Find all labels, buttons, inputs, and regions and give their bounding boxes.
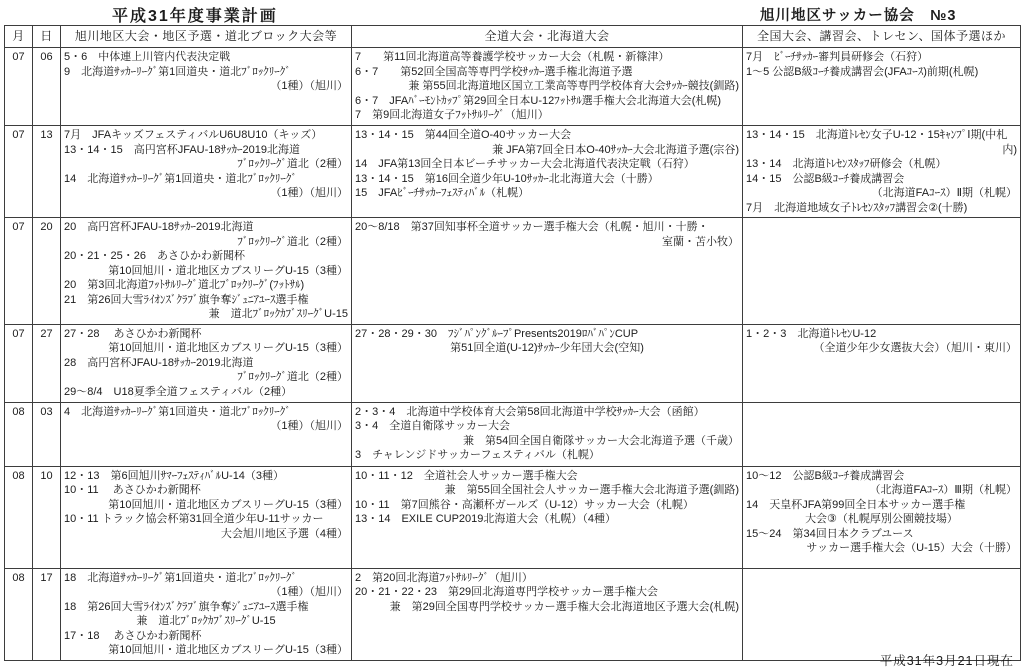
local-events-cell: [61, 48, 352, 126]
event-line: 20 第3回北海道ﾌｯﾄｻﾙﾘｰｸﾞ道北ﾌﾞﾛｯｸﾘｰｸﾞ(ﾌｯﾄｻﾙ): [64, 279, 305, 291]
hokkaido-events-cell: [352, 126, 743, 218]
event-line: 6・7 JFAﾊﾞｰﾓﾝﾄｶｯﾌﾟ第29回全日本U-12ﾌｯﾄｻﾙ選手権大会北海道大会(札幌): [355, 94, 722, 107]
day-cell: 06: [33, 48, 61, 126]
month-cell: 07: [5, 126, 33, 218]
event-line: 13・14・15 第16回全道少年U-10ｻｯｶｰ北北海道大会（十勝）: [355, 172, 659, 185]
local-events-cell: [61, 126, 352, 218]
local-events-cell: [61, 568, 352, 660]
event-line: 5・6 中体連上川管内代表決定戦: [64, 51, 231, 63]
event-line: 7 第9回北海道女子ﾌｯﾄｻﾙﾘｰｸﾞ（旭川）: [355, 109, 549, 121]
hokkaido-events-cell: [352, 568, 743, 660]
col-header-month: 月: [5, 26, 33, 48]
event-line: 第10回旭川・道北地区カブスリーグU-15（3種）: [108, 264, 348, 277]
day-cell: 27: [33, 324, 61, 402]
event-line: 13・14・15 北海道ﾄﾚｾﾝ女子U-12・15ｷｬﾝﾌﾟⅠ期(中札: [746, 129, 1008, 141]
event-line: 20 高円宮杯JFAU-18ｻｯｶｰ2019北海道: [64, 221, 254, 233]
national-events-cell: [743, 402, 1021, 466]
col-header-national: 全国大会、講習会、トレセン、国体予選ほか: [743, 26, 1021, 48]
day-cell: 13: [33, 126, 61, 218]
month-cell: 08: [5, 466, 33, 568]
event-line: 13・14 EXILE CUP2019北海道大会（札幌）（4種）: [355, 513, 617, 525]
event-line: 15 JFAﾋﾞｰﾁｻｯｶｰﾌｪｽﾃｨﾊﾞﾙ（札幌）: [355, 187, 530, 199]
event-line: 10・11 あさひかわ新聞杯: [64, 484, 201, 496]
event-line: 20・21・25・26 あさひかわ新聞杯: [64, 250, 245, 262]
day-cell: 20: [33, 218, 61, 325]
event-line: 20・21・22・23 第29回北海道専門学校サッカー選手権大会: [355, 586, 658, 598]
event-line: 第10回旭川・道北地区カブスリーグU-15（3種）: [108, 498, 348, 511]
day-cell: 03: [33, 402, 61, 466]
event-line: ﾌﾞﾛｯｸﾘｰｸﾞ道北（2種）: [237, 235, 348, 248]
event-line: 20～8/18 第37回知事杯全道サッカー選手権大会（札幌・旭川・十勝・: [355, 221, 709, 233]
event-line: 7 第11回北海道高等養護学校サッカー大会（札幌・新篠津）: [355, 51, 670, 63]
event-line: 第10回旭川・道北地区カブスリーグU-15（3種）: [108, 644, 348, 656]
schedule-table-header: [5, 26, 1021, 48]
event-line: 14・15 公認B級ｺｰﾁ養成講習会: [746, 172, 905, 185]
event-line: 内): [1002, 143, 1017, 156]
event-line: 兼 道北ﾌﾞﾛｯｸｶﾌﾞｽﾘｰｸﾞU-15: [208, 308, 348, 320]
event-line: 大会旭川地区予選（4種）: [220, 527, 348, 540]
event-line: 21 第26回大雪ﾗｲｵﾝｽﾞｸﾗﾌﾞ旗争奪ｼﾞｭﾆｱﾕｰｽ選手権: [64, 293, 309, 306]
title-bar: [0, 1, 1024, 24]
event-line: （1種）（旭川）: [270, 586, 348, 598]
event-line: （1種）（旭川）: [270, 80, 348, 92]
organization-title: 旭川地区サッカー協会 №3: [760, 8, 957, 24]
col-header-local: 旭川地区大会・地区予選・道北ブロック大会等: [61, 26, 352, 48]
event-line: （北海道FAｺｰｽ）Ⅲ期（札幌）: [869, 484, 1017, 496]
day-cell: 17: [33, 568, 61, 660]
schedule-row: [5, 126, 1021, 218]
national-events-cell: [743, 126, 1021, 218]
event-line: 17・18 あさひかわ新聞杯: [64, 629, 202, 642]
event-line: 14 JFA第13回全日本ビーチサッカー大会北海道代表決定戦（石狩）: [355, 158, 695, 170]
month-cell: 08: [5, 568, 33, 660]
hokkaido-events-cell: [352, 402, 743, 466]
event-line: 18 第26回大雪ﾗｲｵﾝｽﾞｸﾗﾌﾞ旗争奪ｼﾞｭﾆｱﾕｰｽ選手権: [64, 600, 309, 613]
local-events-cell: [61, 402, 352, 466]
month-cell: 08: [5, 402, 33, 466]
event-line: 室蘭・苫小牧）: [662, 235, 739, 248]
event-line: 29～8/4 U18夏季全道フェスティバル（2種）: [64, 385, 293, 398]
event-line: 1～5 公認B級ｺｰﾁ養成講習会(JFAｺｰｽ)前期(札幌): [746, 65, 979, 78]
schedule-row: [5, 218, 1021, 325]
schedule-row: [5, 324, 1021, 402]
event-line: 27・28・29・30 ﾌｼﾞﾊﾟﾝｸﾞﾙｰﾌﾟPresents2019ﾛﾊﾞﾊﾟﾝCUP: [355, 327, 639, 340]
event-line: 兼 第55回北海道地区国立工業高等専門学校体育大会ｻｯｶｰ競技(釧路): [408, 80, 739, 92]
event-line: 第10回旭川・道北地区カブスリーグU-15（3種）: [108, 342, 348, 354]
event-line: 27・28 あさひかわ新聞杯: [64, 327, 202, 340]
event-line: 7月 JFAキッズフェスティバルU6U8U10（キッズ）: [64, 129, 323, 141]
local-events-cell: [61, 218, 352, 325]
event-line: 15～24 第34回日本クラブユース: [746, 527, 914, 540]
event-line: 兼 第55回全国社会人サッカー選手権大会北海道予選(釧路): [444, 484, 739, 496]
event-line: （1種）（旭川）: [270, 187, 348, 199]
schedule-row: [5, 402, 1021, 466]
event-line: 兼 道北ﾌﾞﾛｯｸｶﾌﾞｽﾘｰｸﾞU-15: [136, 615, 276, 627]
event-line: 14 天皇杯JFA第99回全日本サッカー選手権: [746, 498, 966, 511]
col-header-day: 日: [33, 26, 61, 48]
event-line: 10～12 公認B級ｺｰﾁ養成講習会: [746, 469, 905, 482]
event-line: ﾌﾞﾛｯｸﾘｰｸﾞ道北（2種）: [237, 371, 348, 383]
event-line: 7月 北海道地域女子ﾄﾚｾﾝｽﾀｯﾌ講習会②(十勝): [746, 201, 968, 214]
hokkaido-events-cell: [352, 48, 743, 126]
national-events-cell: [743, 48, 1021, 126]
event-line: （北海道FAｺｰｽ）Ⅱ期（札幌）: [871, 187, 1017, 199]
event-line: サッカー選手権大会（U-15）大会（十勝）: [806, 542, 1017, 554]
col-header-hokkaido: 全道大会・北海道大会: [352, 26, 743, 48]
event-line: 4 北海道ｻｯｶｰﾘｰｸﾞ第1回道央・道北ﾌﾞﾛｯｸﾘｰｸﾞ: [64, 405, 291, 418]
as-of-date-note: 平成31年3月21日現在: [879, 654, 1014, 668]
local-events-cell: [61, 466, 352, 568]
national-events-cell: [743, 466, 1021, 568]
event-line: 7月 ﾋﾞｰﾁｻｯｶｰ審判員研修会（石狩）: [746, 51, 929, 63]
national-events-cell: [743, 218, 1021, 325]
event-line: 6・7 第52回全国高等専門学校ｻｯｶｰ選手権北海道予選: [355, 65, 633, 78]
event-line: 10・11・12 全道社会人サッカー選手権大会: [355, 469, 578, 482]
event-line: 2 第20回北海道ﾌｯﾄｻﾙﾘｰｸﾞ（旭川）: [355, 571, 533, 584]
hokkaido-events-cell: [352, 466, 743, 568]
event-line: 3・4 全道自衛隊サッカー大会: [355, 420, 511, 432]
event-line: 兼 第54回全国自衛隊サッカー大会北海道予選（千歳）: [462, 434, 739, 447]
day-cell: 10: [33, 466, 61, 568]
event-line: 28 高円宮杯JFAU-18ｻｯｶｰ2019北海道: [64, 356, 254, 369]
event-line: 兼 JFA第7回全日本O-40ｻｯｶｰ大会北海道予選(宗谷): [492, 143, 739, 156]
page-title: 平成31年度事業計画: [112, 8, 278, 25]
event-line: 第51回全道(U-12)ｻｯｶｰ少年団大会(空知): [450, 342, 644, 354]
event-line: 3 チャレンジドサッカーフェスティバル（札幌）: [355, 449, 600, 461]
schedule-row: [5, 568, 1021, 660]
event-line: 18 北海道ｻｯｶｰﾘｰｸﾞ第1回道央・道北ﾌﾞﾛｯｸﾘｰｸﾞ: [64, 571, 297, 584]
event-line: 2・3・4 北海道中学校体育大会第58回北海道中学校ｻｯｶｰ大会（函館）: [355, 405, 705, 418]
event-line: 12・13 第6回旭川ｻﾏｰﾌｪｽﾃｨﾊﾞﾙU-14（3種）: [64, 469, 285, 482]
national-events-cell: [743, 324, 1021, 402]
event-line: 大会③（札幌厚別公園競技場）: [805, 513, 958, 525]
event-line: ﾌﾞﾛｯｸﾘｰｸﾞ道北（2種）: [237, 158, 348, 170]
event-line: 兼 第29回全国専門学校サッカー選手権大会北海道地区予選大会(札幌): [389, 600, 739, 613]
event-line: （1種）（旭川）: [270, 420, 348, 432]
local-events-cell: [61, 324, 352, 402]
schedule-table: [4, 25, 1021, 661]
national-events-cell: [743, 568, 1021, 660]
month-cell: 07: [5, 324, 33, 402]
hokkaido-events-cell: [352, 324, 743, 402]
schedule-table-body: [5, 48, 1021, 661]
event-line: 1・2・3 北海道ﾄﾚｾﾝU-12: [746, 327, 877, 340]
month-cell: 07: [5, 218, 33, 325]
event-line: 13・14・15 第44回全道O-40サッカー大会: [355, 129, 572, 141]
schedule-row: [5, 466, 1021, 568]
month-cell: 07: [5, 48, 33, 126]
event-line: 13・14 北海道ﾄﾚｾﾝｽﾀｯﾌ研修会（札幌）: [746, 158, 947, 170]
event-line: 10・11 第7回熊谷・高瀬杯ガールズ（U-12）サッカー大会（札幌）: [355, 498, 694, 511]
event-line: （全道少年少女選抜大会）（旭川・東川）: [813, 342, 1017, 354]
event-line: 13・14・15 高円宮杯JFAU-18ｻｯｶｰ2019北海道: [64, 143, 300, 156]
event-line: 10・11 トラック協会杯第31回全道少年U-11サッカー: [64, 513, 324, 525]
event-line: 14 北海道ｻｯｶｰﾘｰｸﾞ第1回道央・道北ﾌﾞﾛｯｸﾘｰｸﾞ: [64, 172, 297, 185]
event-line: 9 北海道ｻｯｶｰﾘｰｸﾞ第1回道央・道北ﾌﾞﾛｯｸﾘｰｸﾞ: [64, 65, 291, 78]
schedule-row: [5, 48, 1021, 126]
hokkaido-events-cell: [352, 218, 743, 325]
header-row: [5, 26, 1021, 48]
